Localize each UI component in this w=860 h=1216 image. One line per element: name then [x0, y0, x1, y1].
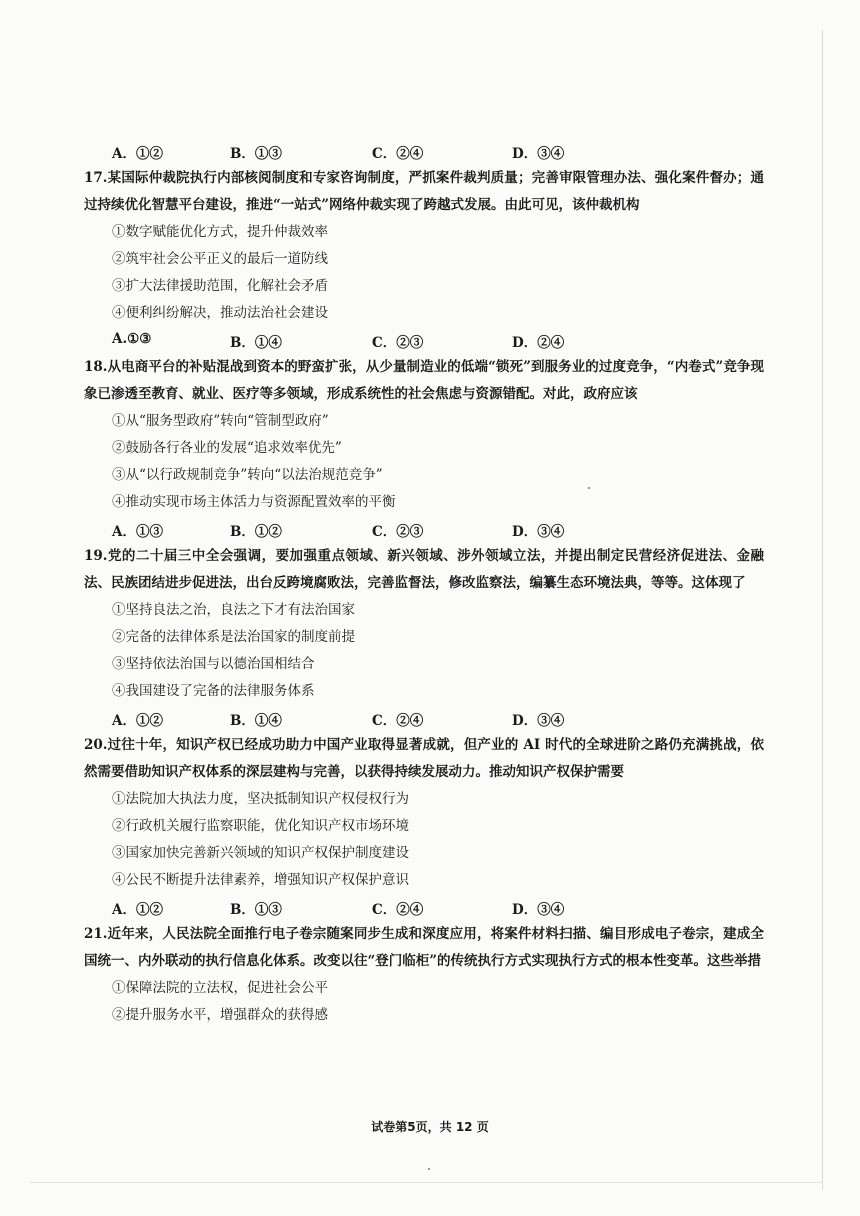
answer-options: [84, 516, 764, 543]
question-stem: 21.近年来，人民法院全面推行电子卷宗随案同步生成和深度应用，将案件材料扫描、编目形成电子卷宗，建成全国统一、内外联动的执行信息化体系。改变以往“登门临柜”的传统执行方式实现执行方式的根本性变革。这些举措: [84, 926, 764, 969]
statement-item: ③扩大法律援助范围，化解社会矛盾: [112, 278, 328, 294]
statement-item: ③坚持依法治国与以德治国相结合: [112, 656, 315, 672]
statement-item: ②提升服务水平，增强群众的获得感: [112, 1007, 328, 1023]
option-d: D．③④: [512, 713, 565, 729]
option-a: A．①②: [112, 146, 163, 162]
option-c: C．②③: [372, 524, 424, 540]
question-stem: 19.党的二十届三中全会强调，要加强重点领域、新兴领域、涉外领域立法，并提出制定民营经济促进法、金融法、民族团结进步促进法，出台反跨境腐败法，完善监督法，修改监察法，编纂生态环境法典，等等。这体现了: [84, 548, 764, 591]
answer-options: [84, 327, 764, 354]
statement-item: ②筑牢社会公平正义的最后一道防线: [112, 251, 328, 267]
question-list: [84, 138, 764, 1029]
option-d: D．②④: [512, 335, 565, 351]
statement-item: ①数字赋能优化方式，提升仲裁效率: [112, 224, 328, 240]
option-d: D．③④: [512, 902, 565, 918]
question-stem: 17.某国际仲裁院执行内部核阅制度和专家咨询制度，严抓案件裁判质量；完善审限管理办法、强化案件督办；通过持续优化智慧平台建设，推进“一站式”网络仲裁实现了跨越式发展。由此可见，该仲裁机构: [84, 170, 764, 213]
statement-item: ①从“服务型政府”转向“管制型政府”: [112, 413, 329, 429]
option-c: C．②④: [372, 902, 424, 918]
option-b: B．①③: [230, 146, 282, 162]
statement-item: ④我国建设了完备的法律服务体系: [112, 683, 315, 699]
statement-item: ①保障法院的立法权，促进社会公平: [112, 980, 328, 996]
statement-item: ①法院加大执法力度，坚决抵制知识产权侵权行为: [112, 791, 409, 807]
statement-item: ②鼓励各行各业的发展“追求效率优先”: [112, 440, 342, 456]
statement-item: ②完备的法律体系是法治国家的制度前提: [112, 629, 355, 645]
question-stem: 18.从电商平台的补贴混战到资本的野蛮扩张，从少量制造业的低端“锁死”到服务业的过度竞争，“内卷式”竞争现象已渗透至教育、就业、医疗等多领域，形成系统性的社会焦虑与资源错配。对此，政府应该: [84, 359, 764, 402]
option-a: A．①②: [112, 713, 163, 729]
option-b: B．①④: [230, 335, 282, 351]
statement-item: ②行政机关履行监察职能，优化知识产权市场环境: [112, 818, 409, 834]
option-c: C．②③: [372, 335, 424, 351]
answer-options: [84, 705, 764, 732]
option-a: A.①③: [112, 331, 152, 347]
option-b: B．①④: [230, 713, 282, 729]
option-c: C．②④: [372, 146, 424, 162]
statement-item: ③从“以行政规制竞争”转向“以法治规范竞争”: [112, 467, 383, 483]
option-b: B．①③: [230, 902, 282, 918]
option-d: D．③④: [512, 146, 565, 162]
scan-speck: [428, 1168, 430, 1170]
option-c: C．②④: [372, 713, 424, 729]
statement-item: ③国家加快完善新兴领域的知识产权保护制度建设: [112, 845, 409, 861]
statement-item: ④推动实现市场主体活力与资源配置效率的平衡: [112, 494, 396, 510]
statement-item: ④公民不断提升法律素养，增强知识产权保护意识: [112, 872, 409, 888]
answer-options: [84, 138, 764, 165]
statement-item: ①坚持良法之治，良法之下才有法治国家: [112, 602, 355, 618]
option-d: D．③④: [512, 524, 565, 540]
answer-options: [84, 894, 764, 921]
scan-edge-right: [822, 30, 823, 1190]
statement-item: ④便利纠纷解决，推动法治社会建设: [112, 305, 328, 321]
option-b: B．①②: [230, 524, 282, 540]
page-footer: 试卷第5页，共 12 页: [371, 1120, 489, 1134]
scan-edge-bottom: [30, 1182, 822, 1183]
option-a: A．①②: [112, 902, 163, 918]
question-stem: 20.过往十年，知识产权已经成功助力中国产业取得显著成就，但产业的 AI 时代的全球进阶之路仍充满挑战，依然需要借助知识产权体系的深层建构与完善，以获得持续发展动力。推动知识产权保护需要: [84, 737, 764, 780]
option-a: A．①③: [112, 524, 163, 540]
